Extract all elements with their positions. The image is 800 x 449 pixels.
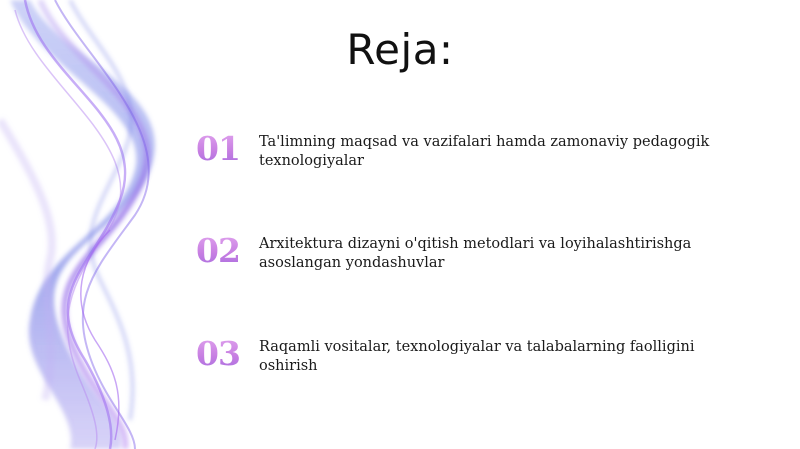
agenda-item-number: 03 <box>196 334 246 374</box>
agenda-item-text: Raqamli vositalar, texnologiyalar va talabalarning faolligini oshirish <box>259 339 695 374</box>
agenda-item-text: Ta'limning maqsad va vazifalari hamda zamonaviy pedagogik texnologiyalar <box>259 134 710 169</box>
agenda-item-number: 02 <box>196 231 246 271</box>
agenda-item <box>196 231 756 287</box>
agenda-item <box>196 129 756 185</box>
agenda-item <box>196 334 756 390</box>
agenda-item-number: 01 <box>196 129 246 169</box>
decorative-smoke-ribbon <box>0 0 200 449</box>
agenda-item-text: Arxitektura dizayni o'qitish metodlari va loyihalashtirishga asoslangan yondashuvlar <box>259 236 692 271</box>
slide-title: Reja: <box>346 25 454 74</box>
